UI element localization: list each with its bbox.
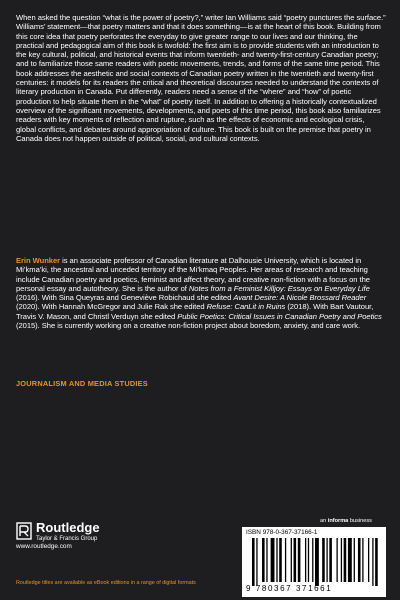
barcode-bar: [322, 538, 325, 582]
barcode-bars: [252, 538, 378, 586]
barcode-bar: [252, 538, 255, 586]
barcode-bar: [305, 538, 306, 582]
barcode-bar: [358, 538, 361, 582]
publisher-group: Taylor & Francis Group: [36, 536, 98, 542]
subject-category: JOURNALISM AND MEDIA STUDIES: [16, 379, 148, 388]
barcode-bar: [348, 538, 352, 582]
barcode-bar: [262, 538, 265, 582]
barcode-bar: [344, 538, 347, 582]
publisher-name: Routledge: [36, 520, 100, 535]
barcode-bar: [271, 538, 275, 582]
barcode-panel: [242, 527, 386, 597]
barcode-bar: [291, 538, 292, 582]
business-prefix: an: [320, 518, 328, 524]
barcode-bar: [279, 538, 282, 582]
barcode-bar: [298, 538, 301, 582]
barcode-bar: [354, 538, 355, 582]
business-suffix: business: [348, 518, 372, 524]
informa-brand: informa: [327, 518, 349, 524]
barcode-bar: [256, 538, 257, 586]
routledge-logo-icon: [16, 522, 32, 540]
bio-book-title-1: Notes from a Feminist Killjoy: Essays on Everyday Life: [188, 283, 370, 293]
informa-business-mark: [320, 518, 372, 524]
barcode-bar: [276, 538, 277, 582]
barcode-bar: [326, 538, 327, 582]
bio-book-title-3: Refuse: CanLit in Ruins: [206, 302, 286, 312]
barcode-bar: [312, 538, 313, 582]
book-description: When asked the question “what is the power of poetry?,” writer Ian Williams said “poetry punctures the surface.” Williams’ statement—that poetry matters and that it does something—is at the heart of this book. Building from this core idea that poetry perforates the everyday to give greater range to our lives and our thinking, the practical and pedagogical aim of this book is twofold: the first aim is to provide students with an introduction to the key cultural, political, and historical events that inform twentieth- and twenty-first-century Canadian poetry; and to familiarize those same readers with poetic movements, trends, and forms of the same time period. This book addresses the aesthetic and social contexts of Canadian poetry written in the twentieth and twenty-first centuries: it models for its readers the critical and theoretical discourses needed to understand the contexts of literary production in Canada. Put differently, readers need a sense of the “where” and “how” of poetic production to help situate them in the “what” of poetry itself. In addition to offering a historically contextualized overview of the significant movements, developments, and poets of this time period, this book also familiarizes readers with key moments of reflection and rupture, such as the effects of economic and ecological crisis, global conflicts, and debates around appropriation of culture. This book is built on the premise that poetry in Canada does not happen outside of political, social, and cultural contexts.: [16, 13, 386, 143]
isbn-number: ISBN 978-0-367-37166-1: [246, 529, 318, 536]
barcode-digits: 9 780367 371661: [246, 584, 333, 593]
bio-book-title-4: Public Poetics: Critical Issues in Canadian Poetry and Poetics: [177, 311, 382, 321]
ebook-note: Routledge titles are available as eBook editions in a range of digital formats: [16, 580, 196, 586]
bio-text-3: (2020). With Hannah McGregor and Julie Rak she edited: [16, 302, 207, 312]
barcode-bar: [294, 538, 297, 582]
barcode-bar: [375, 538, 378, 586]
barcode-bar: [372, 538, 373, 586]
barcode-bar: [315, 538, 319, 586]
barcode-bar: [362, 538, 363, 582]
bio-text-1: is an associate professor of Canadian literature at Dalhousie University, which is located in Mi’kma’ki, the ancestral and unceded territory of the Mi’kmaq Peoples. Her areas of research and teaching include Canadian poetry and poetics, feminist and affect theory, and creative non-fiction with a focus on the personal essay and autotheory. She is the author of: [16, 256, 370, 293]
barcode-bar: [329, 538, 332, 582]
barcode-bar: [285, 538, 286, 582]
bio-text-5: (2015). She is currently working on a creative non-fiction project about boredom, anxiety, and care work.: [16, 321, 361, 331]
barcode-bar: [266, 538, 267, 582]
barcode-bar: [341, 538, 342, 582]
barcode-bar: [308, 538, 309, 582]
bio-book-title-2: Avant Desire: A Nicole Brossard Reader: [233, 293, 367, 303]
bio-text-4: (2018). With Bart Vautour, Travis V. Mason, and Christl Verduyn she edited: [16, 302, 374, 321]
bio-text-2: (2016). With Sina Queyras and Geneviève Robichaud she edited: [16, 293, 234, 303]
author-bio: [16, 256, 386, 330]
publisher-website: www.routledge.com: [16, 543, 72, 550]
author-name: Erin Wunker: [16, 256, 61, 265]
publisher-logo: [16, 520, 216, 560]
barcode-bar: [336, 538, 337, 582]
barcode-bar: [368, 538, 369, 582]
